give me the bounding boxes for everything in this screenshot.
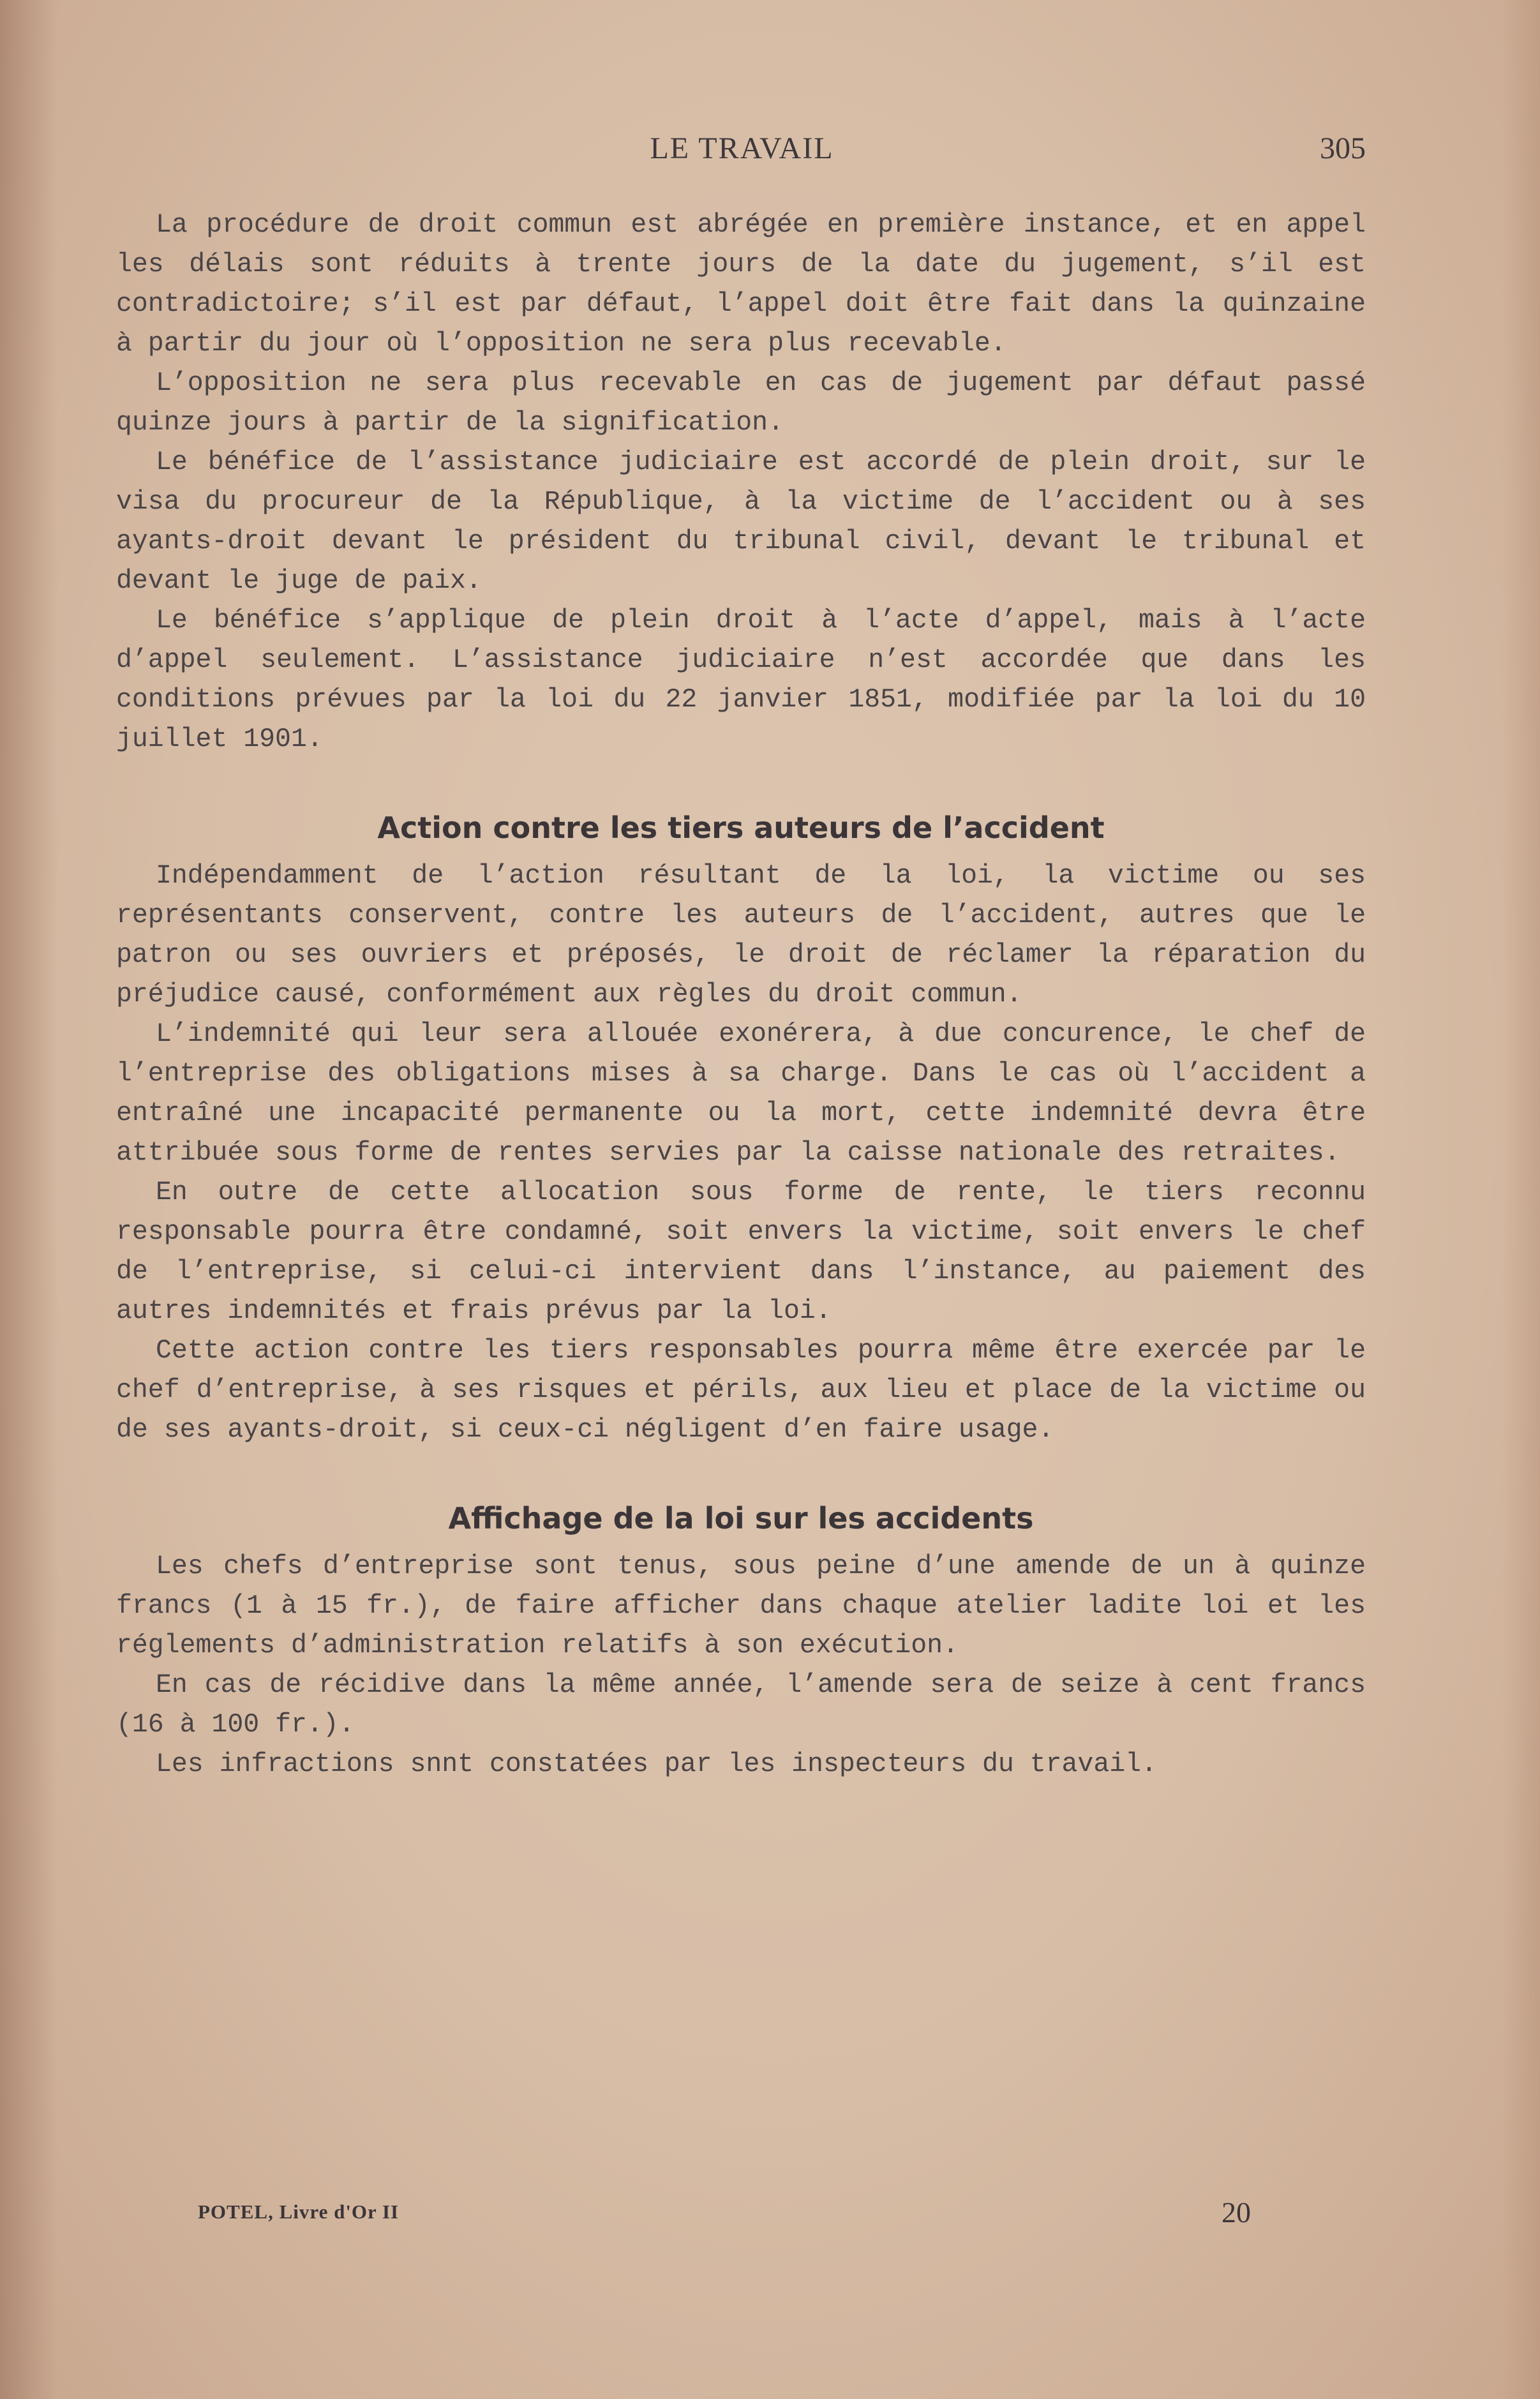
paragraph: Les chefs d’entreprise sont tenus, sous peine d’une amende de un à quinze francs (1 à 15 fr.), de faire afficher dans chaque atelier ladite loi et les réglements d’administration relatifs à son exécution. (116, 1551, 1366, 1661)
paragraph: Le bénéfice s’applique de plein droit à l’acte d’appel, mais à l’acte d’appel seulement. L’assistance judiciaire n’est accordée que dans les conditions prévues par la loi du 22 janvier 1851, modifiée par la loi du 10 juillet 1901. (116, 606, 1366, 754)
page-footer (198, 2195, 1251, 2240)
running-title: LE TRAVAIL (650, 131, 834, 165)
printer-signature: POTEL, Livre d'Or II (198, 2201, 400, 2223)
paragraph: Les infractions snnt constatées par les inspecteurs du travail. (156, 1749, 1157, 1779)
section-heading: Action contre les tiers auteurs de l’accident (377, 811, 1105, 845)
paragraph: L’opposition ne sera plus recevable en cas de jugement par défaut passé quinze jours à partir de la signification. (116, 368, 1366, 438)
page-header (118, 131, 1366, 176)
page-body (116, 206, 1366, 1784)
sheet-number: 20 (1222, 2196, 1251, 2229)
page-edge-shadow (1502, 0, 1540, 2399)
paragraph: Le bénéfice de l’assistance judiciaire est accordé de plein droit, sur le visa du procureur de la République, à la victime de l’accident ou à ses ayants-droit devant le président du tribunal civil, devant le tribunal et devant le juge de paix. (116, 447, 1366, 596)
paragraph: Indépendamment de l’action résultant de la loi, la victime ou ses représentants conservent, contre les auteurs de l’accident, autres que le patron ou ses ouvriers et préposés, le droit de réclamer la réparation du préjudice causé, conformément aux règles du droit commun. (116, 861, 1366, 1010)
paragraph: En cas de récidive dans la même année, l’amende sera de seize à cent francs (16 à 100 fr.). (116, 1670, 1366, 1740)
paragraph: L’indemnité qui leur sera allouée exonérera, à due concurence, le chef de l’entreprise des obligations mises à sa charge. Dans le cas où l’accident a entraîné une incapacité permanente ou la mort, cette indemnité devra être attribuée sous forme de rentes servies par la caisse nationale des retraites. (116, 1019, 1366, 1168)
page-binding-shadow (0, 0, 57, 2399)
page-number: 305 (1320, 131, 1366, 165)
paragraph: La procédure de droit commun est abrégée en première instance, et en appel les délais sont réduits à trente jours de la date du jugement, s’il est contradictoire; s’il est par défaut, l’appel doit être fait dans la quinzaine à partir du jour où l’opposition ne sera plus recevable. (116, 210, 1366, 359)
paragraph: En outre de cette allocation sous forme de rente, le tiers reconnu responsable pourra être condamné, soit envers la victime, soit envers le chef de l’entreprise, si celui-ci intervient dans l’instance, au paiement des autres indemnités et frais prévus par la loi. (116, 1177, 1366, 1326)
paragraph: Cette action contre les tiers responsables pourra même être exercée par le chef d’entreprise, à ses risques et périls, aux lieu et place de la victime ou de ses ayants-droit, si ceux-ci négligent d’en faire usage. (116, 1336, 1366, 1445)
section-heading: Affichage de la loi sur les accidents (448, 1501, 1034, 1536)
